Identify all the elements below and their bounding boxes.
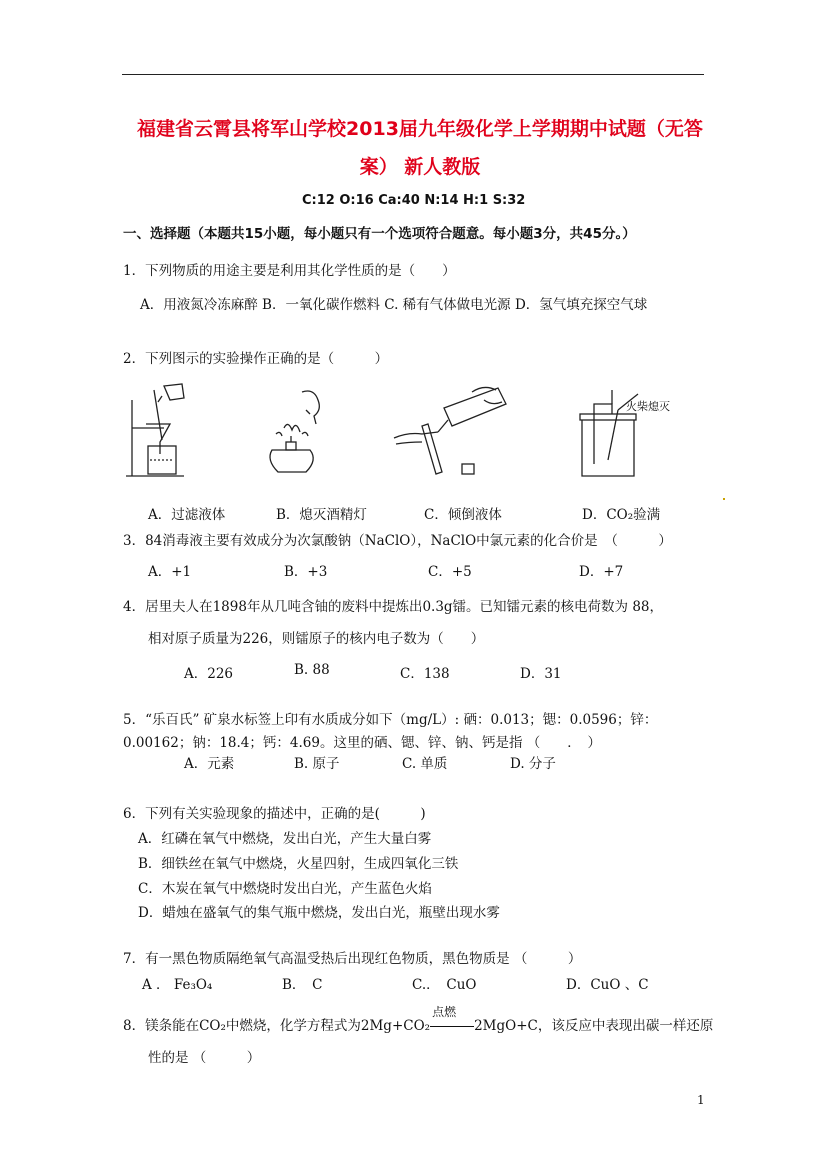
q3-option-a: A．+1	[148, 564, 192, 580]
figure-alcohol-lamp	[262, 380, 342, 484]
q3-option-c: C．+5	[428, 564, 472, 580]
q3-option-d: D．+7	[579, 564, 624, 580]
q4-option-a: A．226	[184, 666, 234, 682]
figure-co2-test	[572, 380, 652, 484]
q7-option-b: B． C	[282, 977, 323, 993]
q2-option-c: C．倾倒液体	[424, 507, 502, 523]
page-number: 1	[697, 1093, 705, 1107]
q7-stem: 7．有一黑色物质隔绝氧气高温受热后出现红色物质，黑色物质是 （ ）	[123, 951, 582, 967]
page-title-line-1: 福建省云霄县将军山学校2013届九年级化学上学期期中试题（无答	[137, 118, 703, 140]
q2-stem: 2．下列图示的实验操作正确的是（ ）	[123, 351, 389, 367]
q5-stem-line-1: 5．“乐百氏” 矿泉水标签上印有水质成分如下（mg/L）: 硒：0.013；锶：0.0596；锌：	[123, 712, 658, 728]
q6-option-a: A．红磷在氧气中燃烧，发出白光，产生大量白雾	[138, 831, 432, 847]
q6-option-c: C．木炭在氧气中燃烧时发出白光，产生蓝色火焰	[138, 881, 432, 897]
figure-filtration	[124, 380, 194, 484]
q1-stem: 1．下列物质的用途主要是利用其化学性质的是（ ）	[123, 263, 456, 279]
q8-condition-text: 点燃	[432, 1005, 457, 1019]
q7-option-c: C.． CuO	[412, 977, 477, 993]
q8-stem-line-1	[123, 1005, 714, 1034]
q3-option-b: B．+3	[284, 564, 328, 580]
figure-pouring-liquid	[388, 380, 518, 484]
q8-reaction-condition	[430, 1005, 474, 1034]
q7-option-a: A ． Fe₃O₄	[142, 977, 213, 993]
q2-figure-label: 火柴熄灭	[626, 400, 670, 413]
q8-condition-bar	[430, 1026, 474, 1027]
q6-option-d: D．蜡烛在盛氧气的集气瓶中燃烧，发出白光，瓶壁出现水雾	[138, 905, 500, 921]
q5-stem-line-2: 0.00162；钠：18.4；钙：4.69。这里的硒、锶、锌、钠、钙是指 （ ． ）	[123, 735, 601, 751]
page-title-line-2: 案） 新人教版	[359, 156, 481, 178]
q8-stem-part-b: 2MgO+C，该反应中表现出碳一样还原	[474, 1018, 714, 1034]
q5-option-a: A．元素	[184, 756, 235, 772]
decorative-dot	[723, 498, 725, 500]
q4-stem-line-1: 4．居里夫人在1898年从几吨含铀的废料中提炼出0.3g镭。已知镭元素的核电荷数为 88，	[123, 599, 664, 615]
q6-option-b: B．细铁丝在氧气中燃烧，火星四射，生成四氧化三铁	[138, 856, 459, 872]
q3-stem: 3．84消毒液主要有效成分为次氯酸钠（NaClO），NaClO中氯元素的化合价是 （ ）	[123, 533, 672, 549]
q5-option-b: B. 原子	[294, 756, 340, 772]
q2-option-b: B．熄灭酒精灯	[276, 507, 367, 523]
q1-options: A．用液氮冷冻麻醉 B．一氧化碳作燃料 C. 稀有气体做电光源 D．氢气填充探空气球	[140, 297, 648, 313]
q8-stem-part-a: 8．镁条能在CO₂中燃烧，化学方程式为2Mg+CO₂	[123, 1018, 431, 1034]
q4-option-c: C．138	[400, 666, 450, 682]
section-heading: 一、选择题（本题共15小题，每小题只有一个选项符合题意。每小题3分，共45分。）	[123, 226, 636, 242]
atomic-masses: C:12 O:16 Ca:40 N:14 H:1 S:32	[302, 193, 526, 208]
q4-stem-line-2: 相对原子质量为226，则镭原子的核内电子数为（ ）	[148, 631, 485, 647]
q4-option-d: D．31	[520, 666, 562, 682]
q7-option-d: D．CuO 、C	[566, 977, 649, 993]
q5-option-c: C. 单质	[402, 756, 448, 772]
q2-option-d: D．CO₂验满	[582, 507, 661, 523]
q2-option-a: A．过滤液体	[148, 507, 226, 523]
q6-stem: 6．下列有关实验现象的描述中，正确的是( )	[123, 806, 426, 822]
q8-stem-line-2: 性的是 （ ）	[148, 1050, 261, 1066]
header-rule	[122, 74, 704, 75]
q4-option-b: B. 88	[294, 662, 330, 678]
q5-option-d: D. 分子	[510, 756, 556, 772]
